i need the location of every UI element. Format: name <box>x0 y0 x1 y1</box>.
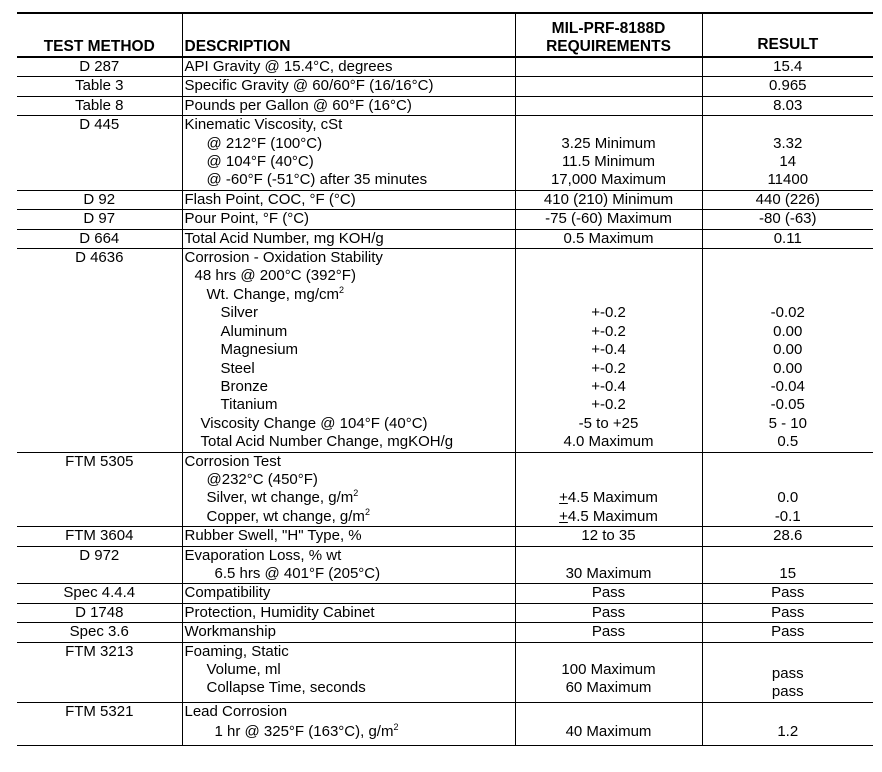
requirement: 410 (210) Minimum <box>515 190 702 209</box>
table-row <box>17 57 873 77</box>
table-row <box>17 116 873 191</box>
requirement: Pass <box>515 603 702 622</box>
result: 28.6 <box>702 527 873 546</box>
test-method: D 287 <box>17 57 182 77</box>
description: Kinematic Viscosity, cSt @ 212°F (100°C) @ 104°F (40°C) @ -60°F (-51°C) after 35 minutes <box>182 116 515 191</box>
test-method: D 4636 <box>17 249 182 452</box>
requirement <box>515 77 702 96</box>
result: -80 (-63) <box>702 210 873 229</box>
test-method: D 97 <box>17 210 182 229</box>
result: 15 <box>702 546 873 584</box>
table-row <box>17 77 873 96</box>
test-method: Table 8 <box>17 96 182 115</box>
test-method: FTM 5321 <box>17 702 182 745</box>
test-method: Spec 3.6 <box>17 623 182 642</box>
description: Total Acid Number, mg KOH/g <box>182 229 515 248</box>
requirement: 40 Maximum <box>515 702 702 745</box>
description: Rubber Swell, "H" Type, % <box>182 527 515 546</box>
table-row <box>17 546 873 584</box>
test-method: FTM 3213 <box>17 642 182 702</box>
test-method: D 1748 <box>17 603 182 622</box>
result: 8.03 <box>702 96 873 115</box>
result: 0.0 -0.1 <box>702 452 873 527</box>
table-row <box>17 452 873 527</box>
spec-table <box>17 12 873 746</box>
result: -0.02 0.00 0.00 0.00 -0.04 -0.05 5 - 10 0.5 <box>702 249 873 452</box>
test-method: FTM 3604 <box>17 527 182 546</box>
result: 440 (226) <box>702 190 873 209</box>
requirement: -75 (-60) Maximum <box>515 210 702 229</box>
description: Compatibility <box>182 584 515 603</box>
requirement: +4.5 Maximum +4.5 Maximum <box>515 452 702 527</box>
table-row <box>17 642 873 702</box>
test-method: D 664 <box>17 229 182 248</box>
requirement: 12 to 35 <box>515 527 702 546</box>
description: Evaporation Loss, % wt 6.5 hrs @ 401°F (205°C) <box>182 546 515 584</box>
requirement: Pass <box>515 623 702 642</box>
description: Workmanship <box>182 623 515 642</box>
test-method: Table 3 <box>17 77 182 96</box>
test-method: D 92 <box>17 190 182 209</box>
table-row <box>17 702 873 745</box>
result: 0.965 <box>702 77 873 96</box>
requirement: 100 Maximum 60 Maximum <box>515 642 702 702</box>
table-row <box>17 96 873 115</box>
result: Pass <box>702 603 873 622</box>
result: Pass <box>702 584 873 603</box>
test-method: D 972 <box>17 546 182 584</box>
description: Foaming, Static Volume, ml Collapse Time, seconds <box>182 642 515 702</box>
requirement: Pass <box>515 584 702 603</box>
table-row <box>17 623 873 642</box>
result: 1.2 <box>702 702 873 745</box>
result: pass pass <box>702 642 873 702</box>
description: Specific Gravity @ 60/60°F (16/16°C) <box>182 77 515 96</box>
table-row <box>17 249 873 452</box>
test-method: D 445 <box>17 116 182 191</box>
table-row <box>17 210 873 229</box>
header-description: DESCRIPTION <box>182 13 515 57</box>
requirement <box>515 57 702 77</box>
description: Pounds per Gallon @ 60°F (16°C) <box>182 96 515 115</box>
result: 0.11 <box>702 229 873 248</box>
requirement: 3.25 Minimum 11.5 Minimum 17,000 Maximum <box>515 116 702 191</box>
description: API Gravity @ 15.4°C, degrees <box>182 57 515 77</box>
description: Corrosion - Oxidation Stability 48 hrs @ 200°C (392°F) Wt. Change, $mg/cm^2$ Silver Aluminum Magnesium Steel Bronze Titanium Viscosity Change @ 104°F (40°C) Total Acid Number Change, mgKOH/g <box>182 249 515 452</box>
description: Corrosion Test @232°C (450°F) Silver, wt change, $g/m^2$ Copper, wt change, $g/m^2$ <box>182 452 515 527</box>
header-row <box>17 13 873 57</box>
table-row <box>17 603 873 622</box>
description: Protection, Humidity Cabinet <box>182 603 515 622</box>
test-method: Spec 4.4.4 <box>17 584 182 603</box>
description: Pour Point, °F (°C) <box>182 210 515 229</box>
table-row <box>17 584 873 603</box>
result: 15.4 <box>702 57 873 77</box>
table-row <box>17 190 873 209</box>
requirement: 0.5 Maximum <box>515 229 702 248</box>
header-result: RESULT <box>702 13 873 57</box>
header-requirements: MIL-PRF-8188D REQUIREMENTS <box>515 13 702 57</box>
description: Lead Corrosion 1 hr @ 325°F (163°C), $g/m^2$ <box>182 702 515 745</box>
requirement: 30 Maximum <box>515 546 702 584</box>
description: Flash Point, COC, °F (°C) <box>182 190 515 209</box>
result: Pass <box>702 623 873 642</box>
table-row <box>17 229 873 248</box>
result: 3.32 14 11400 <box>702 116 873 191</box>
requirement <box>515 96 702 115</box>
test-method: FTM 5305 <box>17 452 182 527</box>
table-row <box>17 527 873 546</box>
header-test-method: TEST METHOD <box>17 13 182 57</box>
requirement: +-0.2 +-0.2 +-0.4 +-0.2 +-0.4 +-0.2 -5 to +25 4.0 Maximum <box>515 249 702 452</box>
